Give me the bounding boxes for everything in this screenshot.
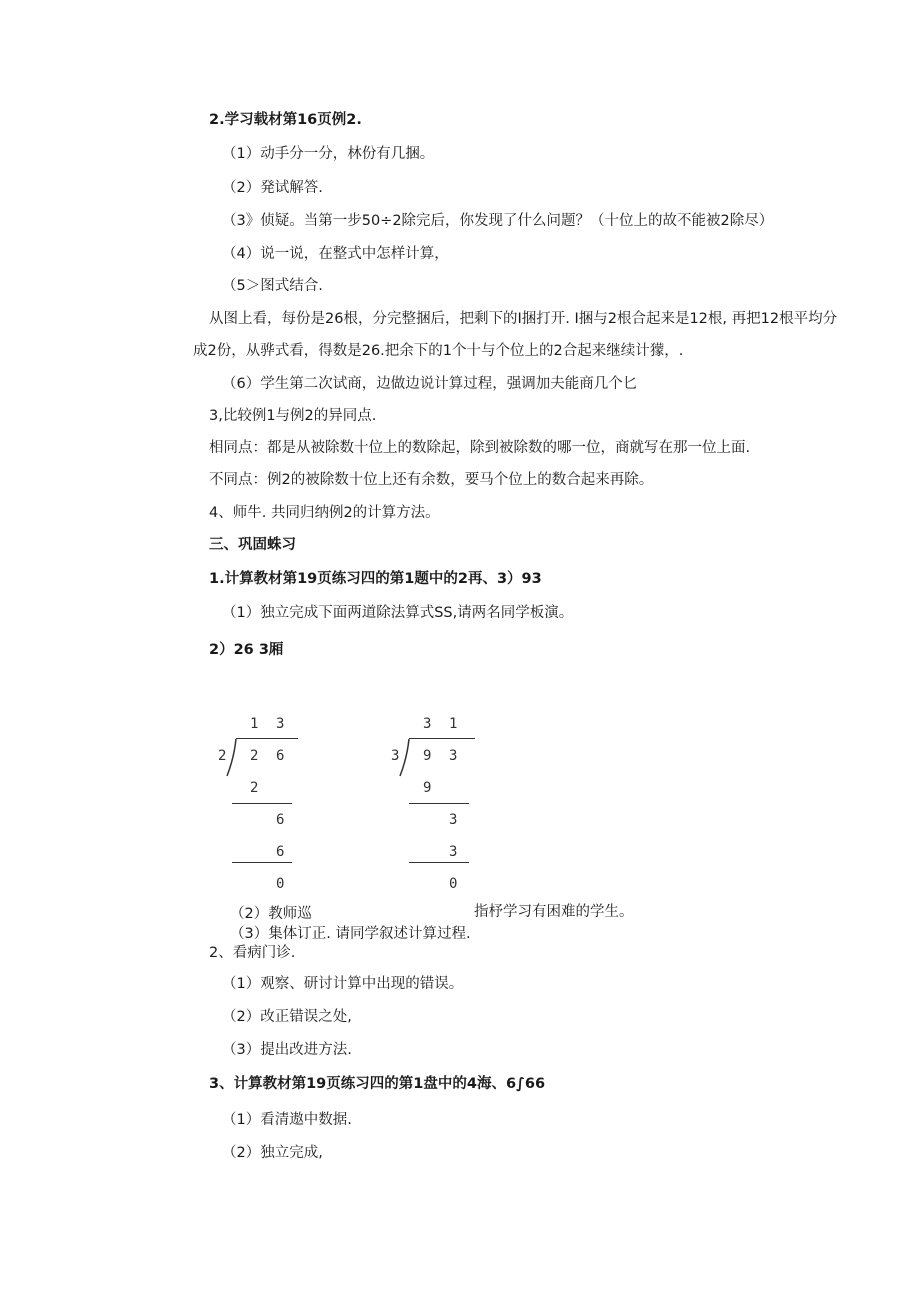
product-step-1: 9 <box>423 780 432 796</box>
exercise-2-step-2: （2）改正错误之处, <box>222 1009 352 1025</box>
section-item-4: 4、师牛. 共同归纳例2的计算方法。 <box>209 505 440 521</box>
section-item-2: 2.学习载材第16页例2. <box>209 112 362 128</box>
subtraction-line <box>409 862 469 863</box>
long-division-2 <box>383 712 493 897</box>
remainder-step-2: 6 <box>276 812 285 828</box>
exercise-1-step-1: （1）独立完成下面两道除法算式SS,请两名同学板演。 <box>222 605 574 621</box>
step-1: （1）动手分一分，林份有几捆。 <box>222 146 435 162</box>
division-bracket <box>226 738 238 778</box>
step-2: （2）発试解答. <box>222 180 323 196</box>
long-division-1 <box>210 712 320 897</box>
remainder-step-2: 3 <box>449 812 458 828</box>
exercise-1: 1.计算教材第19页练习四的第1题中的2再、3）93 <box>209 571 542 587</box>
quotient-digit: 1 <box>250 716 259 732</box>
exercise-1-step-2-start: （2）教师巡 <box>230 906 312 922</box>
exercise-2: 2、看病门诊. <box>209 945 296 961</box>
exercise-1-step-2-end: 指杼学习有困难的学生。 <box>474 904 634 920</box>
section-heading: 三、巩固蛛习 <box>209 537 296 553</box>
exercise-1-step-3: （3）集体订正. 请同学叙述计算过程. <box>230 926 471 942</box>
exercise-3: 3、计算教材第19页练习四的第1盘中的4海、6∫66 <box>209 1076 546 1092</box>
division-bracket <box>399 738 411 778</box>
step-3: （3》侦疑。当第一步50÷2除完后，你发现了什么问题？（十位上的故不能被2除尽） <box>222 213 774 229</box>
section-item-3: 3,比较例1与例2的异同点. <box>209 408 377 424</box>
divisor: 3 <box>391 748 400 764</box>
divisor: 2 <box>218 748 227 764</box>
dividend-digit: 2 <box>250 748 259 764</box>
dividend-digit: 3 <box>449 748 458 764</box>
final-remainder: 0 <box>276 876 285 892</box>
dividend-digit: 6 <box>276 748 285 764</box>
exercise-2-step-3: （3）提出改进方法. <box>222 1042 352 1058</box>
exercise-2-step-1: （1）观察、研讨计算中出现的错误。 <box>222 976 464 992</box>
product-step-3: 3 <box>449 844 458 860</box>
final-remainder: 0 <box>449 876 458 892</box>
quotient-digit: 1 <box>449 716 458 732</box>
quotient-digit: 3 <box>276 716 285 732</box>
product-step-3: 6 <box>276 844 285 860</box>
exercise-3-step-2: （2）独立完成, <box>222 1145 323 1161</box>
product-step-1: 2 <box>250 780 259 796</box>
step-4: （4）说一说，在整式中怎样计算， <box>222 246 449 262</box>
division-bar <box>236 738 298 739</box>
dividend-digit: 9 <box>423 748 432 764</box>
step-5: （5＞图式结合. <box>222 278 323 294</box>
quotient-digit: 3 <box>423 716 432 732</box>
subtraction-line <box>232 862 292 863</box>
paragraph-line-1: 从图上看，每份是26根，分完整捆后，把剩下的I捆打开. I捆与2根合起来是12根, 再把12根平均分 <box>209 311 838 327</box>
subtraction-line <box>409 803 469 804</box>
difference-text: 不同点：例2的被除数十位上还有余数，要马个位上的数合起来再除。 <box>209 472 654 488</box>
step-6: （6）学生第二次试商，边做边说计算过程，强调加夫能商几个匕 <box>222 376 638 392</box>
similarity-text: 相同点：都是从被除数十位上的数除起，除到被除数的哪一位，商就写在那一位上面. <box>209 440 751 456</box>
division-bar <box>409 738 475 739</box>
subtraction-line <box>232 803 292 804</box>
exercise-3-step-1: （1）看清遨中数据. <box>222 1112 352 1128</box>
paragraph-line-2: 成2份，从骅式看，得数是26.把余下的1个十与个位上的2合起来继续计獴，. <box>193 343 684 359</box>
exercise-1-problems: 2）26 3厢 <box>209 642 284 658</box>
